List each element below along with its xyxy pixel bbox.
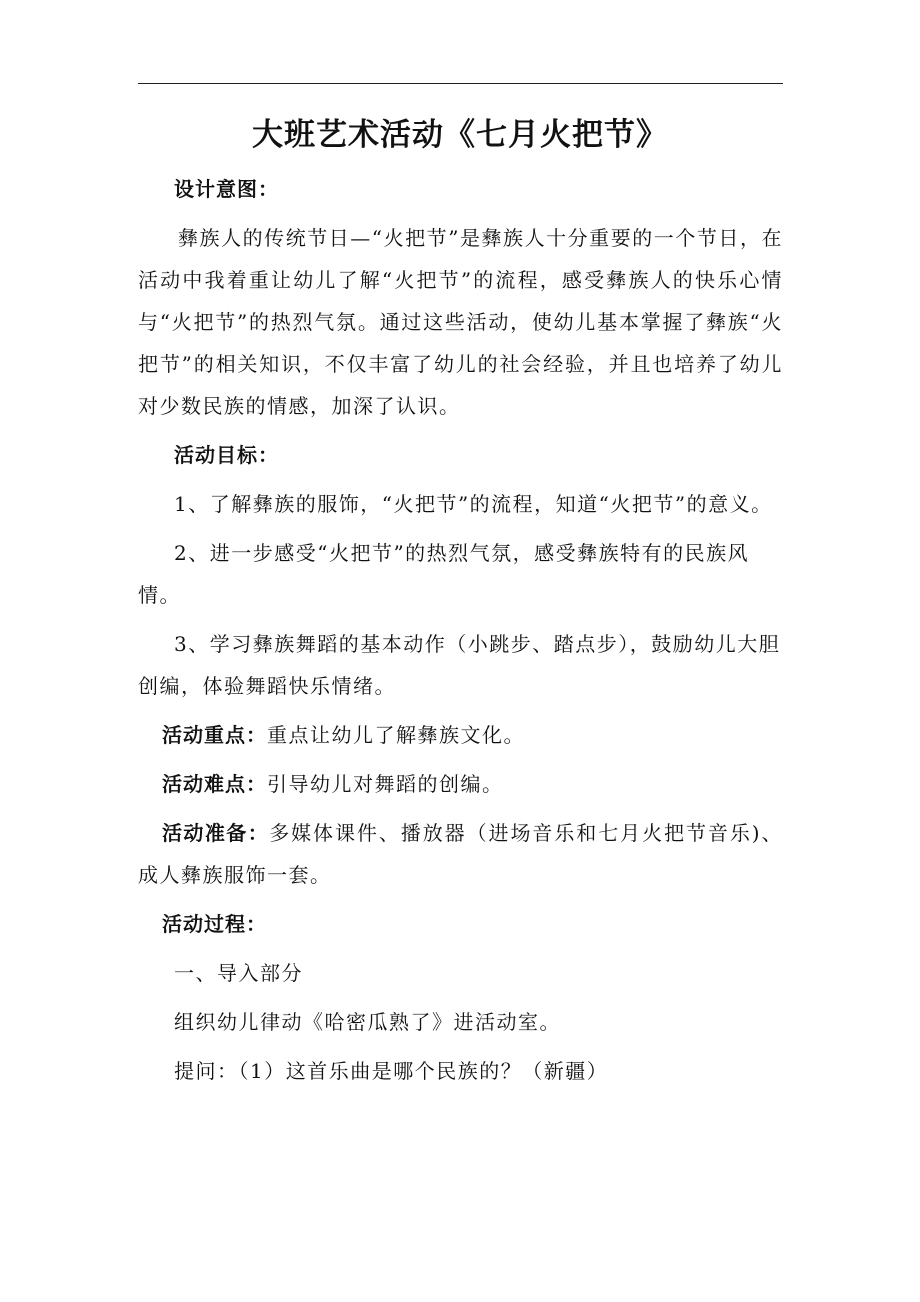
goals-heading: 活动目标：	[174, 443, 279, 467]
process-step-one: 组织幼儿律动《哈密瓜熟了》进活动室。	[174, 1010, 561, 1034]
preparation-line	[138, 812, 783, 896]
design-intent-heading: 设计意图：	[174, 177, 279, 201]
goal-item-3: 3、学习彝族舞蹈的基本动作（小跳步、踏点步），鼓励幼儿大胆创编，体验舞蹈快乐情绪。	[138, 632, 781, 698]
key-point-line	[138, 714, 783, 756]
difficulty-text: 引导幼儿对舞蹈的创编。	[267, 772, 504, 796]
goal-item-1: 1、了解彝族的服饰，“火把节”的流程，知道“火把节”的意义。	[174, 492, 773, 516]
difficulty-line	[138, 763, 783, 805]
process-section-one: 一、导入部分	[174, 961, 303, 985]
key-point-label: 活动重点：	[162, 723, 267, 747]
process-question-one: 提问：（1）这首乐曲是哪个民族的？（新疆）	[174, 1059, 609, 1083]
header-rule	[138, 83, 783, 84]
document-title: 大班艺术活动《七月火把节》	[252, 117, 668, 153]
document-body	[138, 168, 783, 1092]
preparation-text: 多媒体课件、播放器（进场音乐和七月火把节音乐)、成人彝族服饰一套。	[138, 821, 784, 887]
process-heading: 活动过程：	[162, 912, 267, 936]
goal-item-2: 2、进一步感受“火把节”的热烈气氛，感受彝族特有的民族风情。	[138, 541, 750, 607]
preparation-label: 活动准备：	[162, 821, 270, 845]
key-point-text: 重点让幼儿了解彝族文化。	[267, 723, 525, 747]
design-intent-paragraph: 彝族人的传统节日—“火把节”是彝族人十分重要的一个节日，在活动中我着重让幼儿了解“火把节”的流程，感受彝族人的快乐心情与“火把节”的热烈气氛。通过这些活动，使幼儿基本掌握了彝族“火把节”的相关知识，不仅丰富了幼儿的社会经验，并且也培养了幼儿对少数民族的情感，加深了认识。	[138, 226, 783, 418]
difficulty-label: 活动难点：	[162, 772, 267, 796]
